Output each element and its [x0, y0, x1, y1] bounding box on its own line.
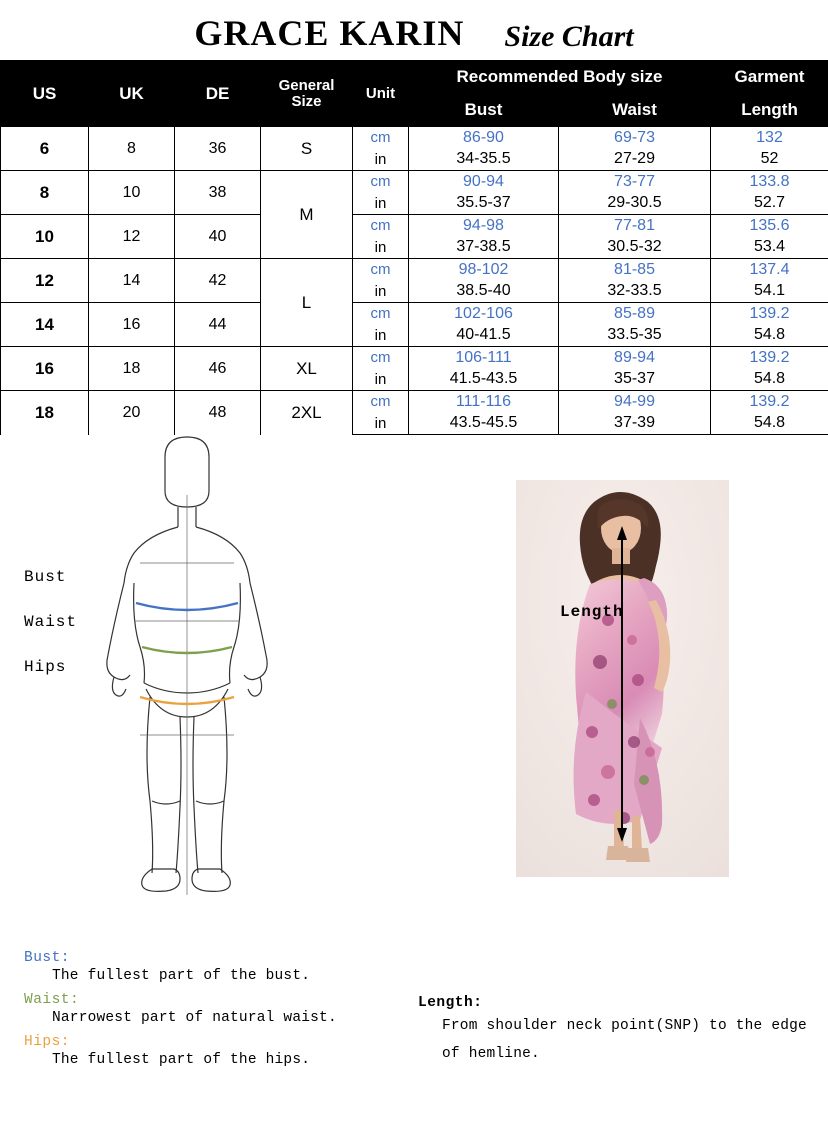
cell-waist-cm: 81-85 [559, 259, 711, 281]
cell-length-in: 54.8 [711, 369, 828, 391]
cell-bust-cm: 94-98 [409, 215, 559, 237]
cell-length-cm: 139.2 [711, 303, 828, 325]
cell-general-size: L [261, 259, 353, 347]
cell-uk: 20 [89, 391, 175, 435]
cell-uk: 18 [89, 347, 175, 391]
cell-de: 36 [175, 127, 261, 171]
col-header-uk: UK [89, 61, 175, 127]
cell-waist-in: 35-37 [559, 369, 711, 391]
cell-waist-cm: 69-73 [559, 127, 711, 149]
size-chart-table [0, 60, 828, 435]
cell-us: 10 [1, 215, 89, 259]
dress-photo [516, 480, 729, 877]
col-header-bust: Bust [409, 94, 559, 127]
cell-length-in: 52.7 [711, 193, 828, 215]
notes-left [24, 950, 424, 1076]
cell-length-cm: 139.2 [711, 347, 828, 369]
dress-illustration-svg [516, 480, 729, 877]
cell-bust-in: 41.5-43.5 [409, 369, 559, 391]
cell-unit-in: in [353, 281, 409, 303]
col-header-general-size: General Size [261, 61, 353, 127]
cell-uk: 10 [89, 171, 175, 215]
cell-general-size: S [261, 127, 353, 171]
cell-us: 16 [1, 347, 89, 391]
col-header-de: DE [175, 61, 261, 127]
page-header [0, 0, 828, 60]
cell-bust-in: 40-41.5 [409, 325, 559, 347]
cell-de: 46 [175, 347, 261, 391]
col-header-garment: Garment [711, 61, 828, 94]
cell-unit-cm: cm [353, 259, 409, 281]
cell-waist-cm: 89-94 [559, 347, 711, 369]
table-row [1, 303, 828, 325]
table-row [1, 215, 828, 237]
cell-bust-cm: 98-102 [409, 259, 559, 281]
cell-unit-cm: cm [353, 171, 409, 193]
cell-bust-cm: 90-94 [409, 171, 559, 193]
col-header-waist: Waist [559, 94, 711, 127]
note-term-hips: Hips: [24, 1034, 71, 1050]
cell-length-in: 52 [711, 149, 828, 171]
col-header-unit: Unit [353, 61, 409, 127]
cell-us: 6 [1, 127, 89, 171]
note-term-bust: Bust: [24, 950, 71, 966]
cell-bust-in: 35.5-37 [409, 193, 559, 215]
table-row [1, 347, 828, 369]
table-row [1, 171, 828, 193]
cell-unit-cm: cm [353, 303, 409, 325]
cell-uk: 14 [89, 259, 175, 303]
mannequin-figure [0, 435, 414, 905]
note-term-length: Length: [418, 995, 483, 1011]
cell-bust-cm: 102-106 [409, 303, 559, 325]
cell-unit-in: in [353, 237, 409, 259]
cell-waist-in: 29-30.5 [559, 193, 711, 215]
col-header-recommended-body-size: Recommended Body size [409, 61, 711, 94]
cell-bust-cm: 111-116 [409, 391, 559, 413]
cell-general-size: XL [261, 347, 353, 391]
col-header-us: US [1, 61, 89, 127]
label-waist: Waist [24, 613, 78, 631]
cell-waist-in: 37-39 [559, 413, 711, 435]
cell-uk: 16 [89, 303, 175, 347]
cell-length-cm: 139.2 [711, 391, 828, 413]
note-term-waist: Waist: [24, 992, 80, 1008]
length-annotation: Length [560, 603, 624, 621]
cell-length-cm: 137.4 [711, 259, 828, 281]
cell-de: 38 [175, 171, 261, 215]
cell-us: 18 [1, 391, 89, 435]
cell-us: 8 [1, 171, 89, 215]
cell-waist-cm: 85-89 [559, 303, 711, 325]
brand-logo: GRACE KARIN [194, 13, 465, 53]
cell-general-size: M [261, 171, 353, 259]
cell-uk: 12 [89, 215, 175, 259]
cell-waist-cm: 94-99 [559, 391, 711, 413]
cell-waist-in: 33.5-35 [559, 325, 711, 347]
cell-unit-in: in [353, 369, 409, 391]
cell-length-in: 53.4 [711, 237, 828, 259]
cell-bust-cm: 106-111 [409, 347, 559, 369]
cell-waist-cm: 73-77 [559, 171, 711, 193]
cell-unit-cm: cm [353, 215, 409, 237]
cell-bust-cm: 86-90 [409, 127, 559, 149]
cell-bust-in: 34-35.5 [409, 149, 559, 171]
cell-unit-in: in [353, 325, 409, 347]
table-row [1, 259, 828, 281]
note-def-length: From shoulder neck point(SNP) to the edge of hemline. [442, 1018, 807, 1062]
cell-general-size: 2XL [261, 391, 353, 435]
cell-unit-cm: cm [353, 127, 409, 149]
cell-unit-in: in [353, 413, 409, 435]
cell-waist-cm: 77-81 [559, 215, 711, 237]
cell-bust-in: 43.5-45.5 [409, 413, 559, 435]
col-header-length: Length [711, 94, 828, 127]
cell-unit-in: in [353, 149, 409, 171]
cell-length-cm: 135.6 [711, 215, 828, 237]
cell-waist-in: 30.5-32 [559, 237, 711, 259]
table-row [1, 127, 828, 149]
cell-unit-in: in [353, 193, 409, 215]
label-hips: Hips [24, 658, 67, 676]
cell-length-in: 54.1 [711, 281, 828, 303]
table-row [1, 391, 828, 413]
cell-unit-cm: cm [353, 347, 409, 369]
notes-right [418, 995, 818, 1076]
cell-de: 48 [175, 391, 261, 435]
page-title: Size Chart [504, 20, 634, 53]
cell-length-cm: 133.8 [711, 171, 828, 193]
cell-length-in: 54.8 [711, 325, 828, 347]
cell-us: 14 [1, 303, 89, 347]
label-bust: Bust [24, 568, 67, 586]
cell-unit-cm: cm [353, 391, 409, 413]
note-def-waist: Narrowest part of natural waist. [52, 1010, 337, 1026]
cell-bust-in: 37-38.5 [409, 237, 559, 259]
cell-uk: 8 [89, 127, 175, 171]
cell-waist-in: 27-29 [559, 149, 711, 171]
cell-bust-in: 38.5-40 [409, 281, 559, 303]
cell-de: 40 [175, 215, 261, 259]
note-def-bust: The fullest part of the bust. [52, 968, 311, 984]
cell-length-cm: 132 [711, 127, 828, 149]
notes-section [0, 950, 828, 1143]
cell-us: 12 [1, 259, 89, 303]
mannequin-svg [0, 435, 414, 905]
cell-de: 44 [175, 303, 261, 347]
note-def-hips: The fullest part of the hips. [52, 1052, 311, 1068]
cell-waist-in: 32-33.5 [559, 281, 711, 303]
cell-length-in: 54.8 [711, 413, 828, 435]
cell-de: 42 [175, 259, 261, 303]
